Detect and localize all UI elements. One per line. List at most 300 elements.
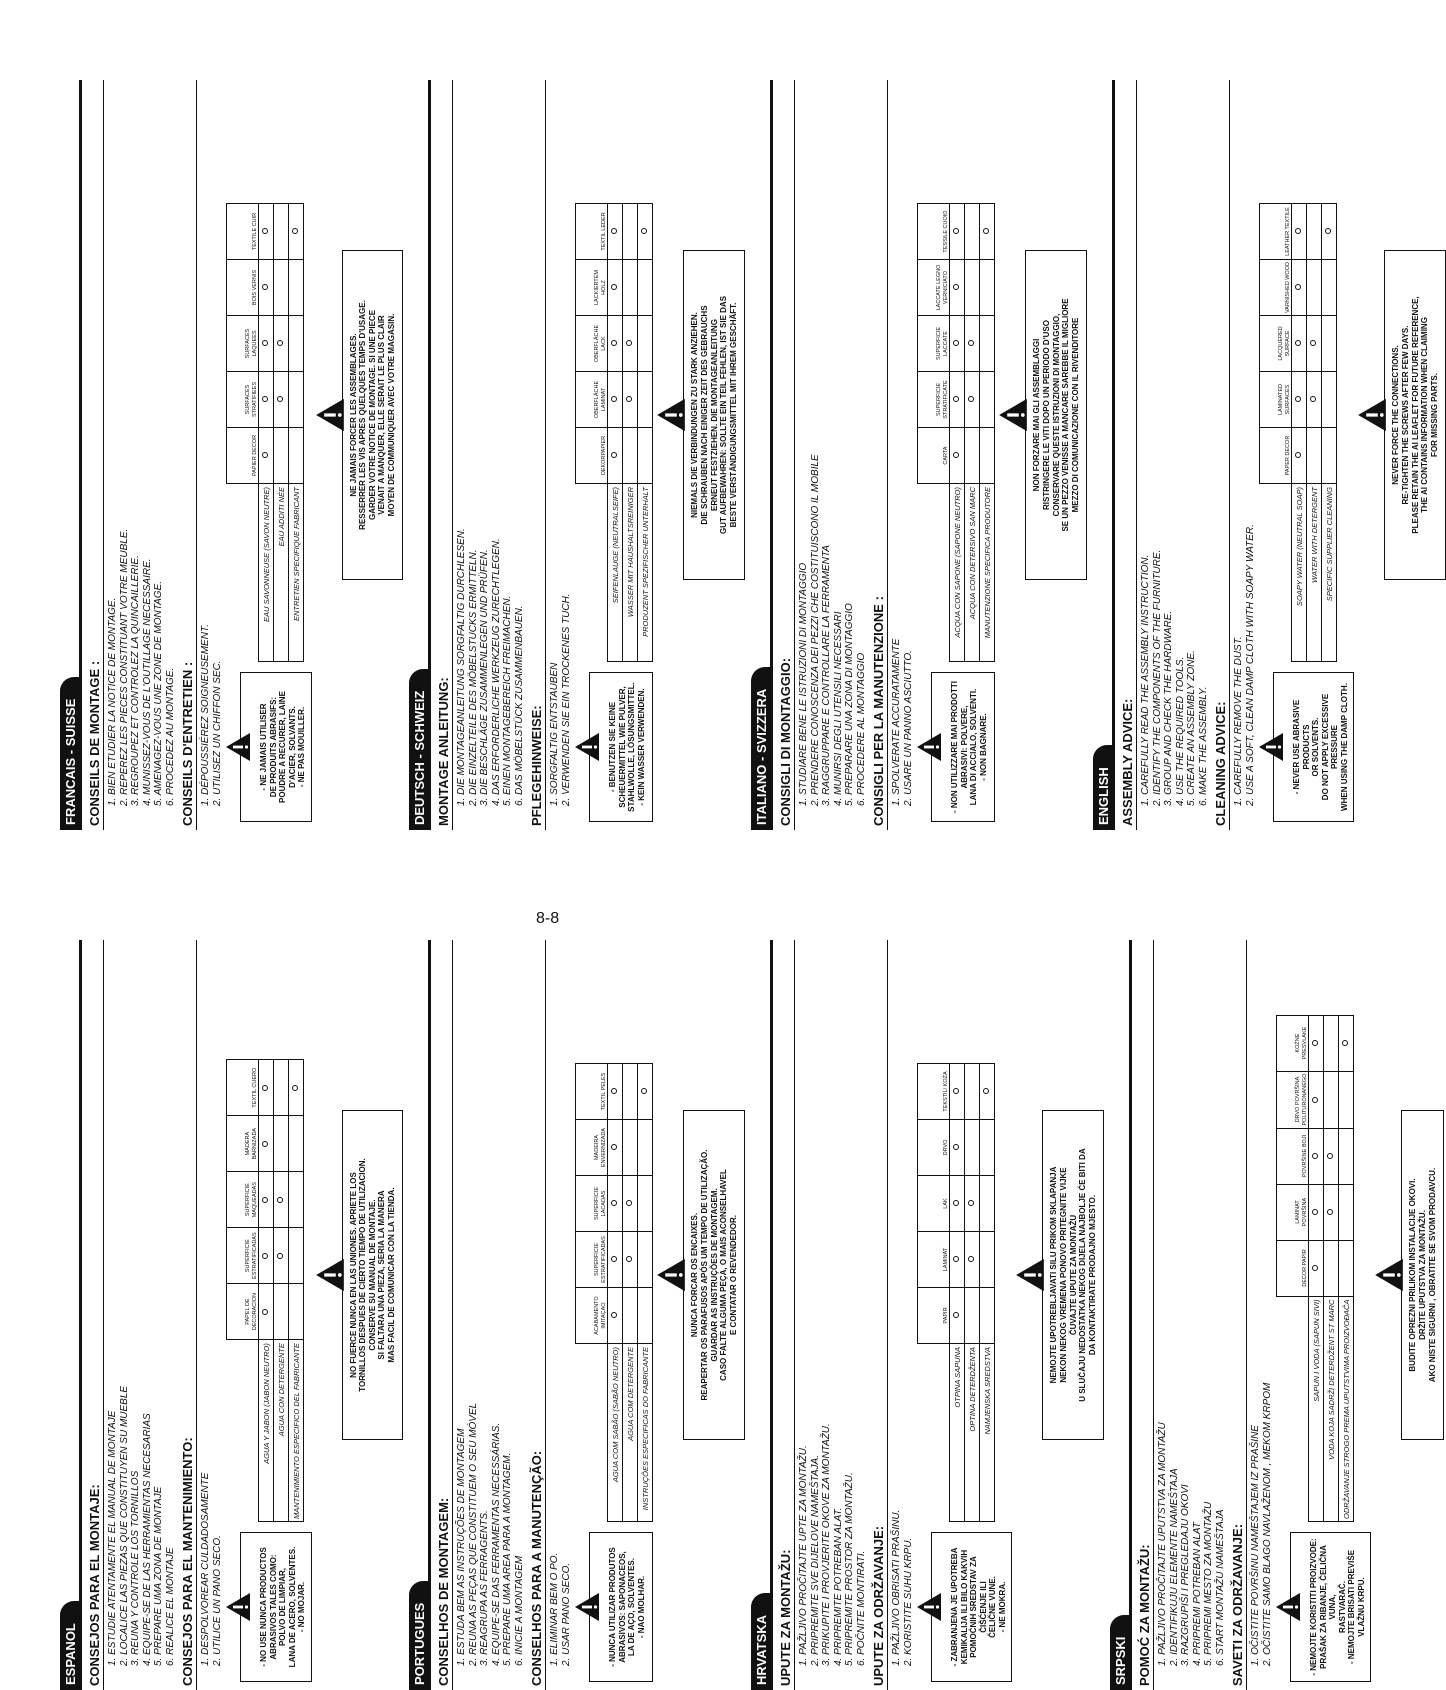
cleaning-table bbox=[575, 203, 653, 662]
assembly-step: 3. RAZGRUPIŠI I PREGLEDAJU OKOVI bbox=[1180, 1484, 1192, 1666]
check-circle-icon bbox=[262, 1253, 268, 1259]
warning-line: POMOĆNIH SREDSTAV ZA ČIŠĆENJE ILI bbox=[969, 1556, 988, 1658]
warning-line: ABRASIVOS: SAPONACEOS, bbox=[617, 1551, 627, 1663]
check-circle-icon bbox=[611, 453, 617, 459]
warning-line: OR SOLVENTS. bbox=[1311, 717, 1321, 777]
check-circle-icon bbox=[1312, 1097, 1318, 1103]
check-circle-icon bbox=[626, 1201, 632, 1207]
table-cell bbox=[965, 260, 980, 316]
check-circle-icon bbox=[1295, 397, 1301, 403]
table-row bbox=[1324, 1015, 1339, 1521]
warning-line: SCHEUERMITTEL WIE PULVER, bbox=[617, 686, 627, 808]
check-circle-icon bbox=[626, 341, 632, 347]
table-cell bbox=[274, 428, 289, 484]
table-cell bbox=[980, 1176, 995, 1232]
table-cell bbox=[638, 260, 653, 316]
cleaning-table bbox=[226, 203, 304, 662]
care-steps bbox=[200, 940, 223, 1690]
table-row bbox=[965, 204, 980, 662]
assembly-step: 3. REUNA Y CONTROLE LOS TORNILLOS bbox=[130, 1470, 141, 1666]
table-cell bbox=[623, 1232, 638, 1288]
surface-header: SUPERFICIE LACCATE bbox=[918, 316, 950, 372]
surface-header: SURFACES STRATIFIEES bbox=[227, 372, 259, 428]
table-cell bbox=[965, 1288, 980, 1344]
table-cell bbox=[950, 1064, 965, 1120]
warning-line: LA DE AÇO, SOLVENTES. bbox=[627, 1558, 637, 1656]
warning-line: - NAO MOLHAR. bbox=[636, 1575, 646, 1639]
table-corner bbox=[918, 1344, 950, 1522]
assembly-steps bbox=[798, 80, 867, 830]
assembly-step: 3. REAGRUPA AS FERRAGENTS. bbox=[479, 1510, 491, 1666]
notice-line: NO FUERCE NUNCA EN LAS UNIONES. APRIETE LOS bbox=[348, 1172, 358, 1378]
table-cell bbox=[259, 1060, 274, 1116]
cleaning-method: WASSER MIT HAUSHALTSREINIGER bbox=[623, 484, 638, 662]
warning-triangle-icon bbox=[998, 397, 1028, 433]
warning-box bbox=[589, 672, 653, 822]
care-step: 1. DESPOLVOREAR CULDADOSAMENTE bbox=[200, 1472, 211, 1666]
cleaning-method: NAMJENSKA SREDSTVA bbox=[980, 1344, 995, 1522]
cleaning-method: MANUTENZIONE SPECIFICA PRODUTORE bbox=[980, 484, 995, 662]
check-circle-icon bbox=[626, 397, 632, 403]
notice-line: RESSERRER LES VIS APRES QUELQUES TEMPS D'USAGE. bbox=[358, 300, 368, 530]
table-cell bbox=[274, 1284, 289, 1340]
care-steps bbox=[200, 80, 223, 830]
assembly-notice bbox=[683, 250, 745, 580]
table-row bbox=[608, 204, 623, 662]
language-section bbox=[409, 940, 745, 1690]
warning-box bbox=[589, 1532, 653, 1682]
check-circle-icon bbox=[983, 229, 989, 235]
warning-triangle-icon bbox=[656, 397, 686, 433]
assembly-notice bbox=[1384, 250, 1446, 580]
surface-header: OBERFLÄCHE LAMINAT bbox=[576, 372, 608, 428]
care-heading: CONSELHOS PARA A MANUTENÇÃO: bbox=[528, 940, 546, 1690]
care-row bbox=[917, 940, 1012, 1690]
surface-header: TEKSTIL/ KOŽA bbox=[918, 1064, 950, 1120]
care-heading: CLEANING ADVICE: bbox=[1212, 80, 1230, 830]
warning-line: - NUNCA UTILIZAR PRODUTOS bbox=[608, 1547, 618, 1667]
check-circle-icon bbox=[953, 229, 959, 235]
check-circle-icon bbox=[277, 1253, 283, 1259]
assembly-step: 5. PREPARE UMA ZONA DE MONTAJE bbox=[153, 1486, 164, 1666]
notice-line: NEVER FORCE THE CONNECTIONS. bbox=[1391, 345, 1401, 485]
table-cell bbox=[274, 1116, 289, 1172]
care-step: 2. USAR PANO SECO. bbox=[560, 1562, 572, 1666]
check-circle-icon bbox=[953, 1089, 959, 1095]
table-cell bbox=[1309, 1015, 1324, 1071]
check-circle-icon bbox=[953, 1145, 959, 1151]
care-step: 1. CAREFULLY REMOVE THE DUST. bbox=[1233, 636, 1245, 806]
table-cell bbox=[1324, 1015, 1339, 1071]
care-steps bbox=[549, 80, 572, 830]
assembly-step: 2. LOCALICE LAS PIEZAS QUE CONSTITUYEN SU MUEBLE bbox=[118, 1385, 130, 1666]
notice-line: MEZZO DI COMUNICAZIONE CON IL RIVENDITORE bbox=[1070, 317, 1080, 513]
surface-header: SUPERFICIE LACADAS bbox=[576, 1176, 608, 1232]
assembly-step: 5. EINEN MONTAGEBEREICH FREIMACHEN. bbox=[502, 595, 514, 806]
table-cell bbox=[608, 372, 623, 428]
notice-line: NEKON NEKOG VREMENA PONOVO PRITEGNITE VIJKE bbox=[1059, 1167, 1069, 1383]
check-circle-icon bbox=[611, 1313, 617, 1319]
check-circle-icon bbox=[611, 1145, 617, 1151]
table-corner bbox=[576, 1344, 608, 1522]
surface-header: TEXTIL CUERO bbox=[227, 1060, 259, 1116]
warning-line: ABRASIVI: POLVERE, bbox=[959, 705, 969, 789]
language-section bbox=[751, 940, 1104, 1690]
table-row bbox=[274, 1060, 289, 1522]
table-cell bbox=[259, 204, 274, 260]
warning-box bbox=[931, 672, 995, 822]
surface-header: LAMINAT POVRŠINA bbox=[1277, 1184, 1309, 1240]
table-cell bbox=[638, 204, 653, 260]
care-steps bbox=[1233, 80, 1256, 830]
surface-header: PAPIR bbox=[918, 1288, 950, 1344]
table-row bbox=[965, 1064, 980, 1522]
cleaning-table bbox=[226, 1059, 304, 1522]
assembly-step: 5. PREPARARE UNA ZONA DI MONTAGGIO bbox=[844, 603, 856, 806]
table-cell bbox=[950, 428, 965, 484]
table-cell bbox=[608, 1120, 623, 1176]
warning-line: - NON UTILIZZARE MAI PRODOTTI bbox=[950, 681, 960, 813]
warning-line: - NE JAMAIS UTILISER bbox=[259, 703, 268, 791]
assembly-step: 2. PRENDERE CONOSCENZA DEI PEZZI CHE COSTITUISCONO IL MOBILE bbox=[809, 454, 821, 806]
check-circle-icon bbox=[968, 1257, 974, 1263]
table-cell bbox=[623, 1064, 638, 1120]
table-cell bbox=[950, 1288, 965, 1344]
assembly-heading: CONSEJOS PARA EL MONTAJE: bbox=[86, 940, 104, 1690]
assembly-notice bbox=[342, 1110, 404, 1440]
table-cell bbox=[950, 1232, 965, 1288]
assembly-step: 5. CREATE AN ASSEMBLY ZONE. bbox=[1186, 650, 1198, 806]
language-bar bbox=[409, 80, 431, 830]
language-title: ENGLISH bbox=[1093, 745, 1115, 830]
table-row bbox=[638, 1064, 653, 1522]
table-cell bbox=[638, 1064, 653, 1120]
table-cell bbox=[1324, 1128, 1339, 1184]
table-cell bbox=[259, 1116, 274, 1172]
table-cell bbox=[980, 204, 995, 260]
care-row bbox=[1259, 80, 1354, 830]
surface-header: MADEIRA ENVERNIZADA bbox=[576, 1120, 608, 1176]
cleaning-method: OPTINA DETERDŽENTA bbox=[965, 1344, 980, 1522]
check-circle-icon bbox=[262, 1197, 268, 1203]
assembly-step: 6. START MONTAŽU NAMEŠTAJA bbox=[1214, 1509, 1226, 1666]
assembly-heading: POMOĆ ZA MONTAŽU: bbox=[1136, 940, 1154, 1690]
table-cell bbox=[608, 204, 623, 260]
warning-line: POLVO DE LIMPIAR, bbox=[278, 1567, 287, 1647]
warning-triangle-icon bbox=[916, 1592, 942, 1622]
warning-line: LANA DE ACERO, SOLVENTES. bbox=[287, 1546, 297, 1668]
surface-header: PAPER DECOR bbox=[1260, 428, 1292, 484]
surface-header: DEKORPAPIER bbox=[576, 428, 608, 484]
table-cell bbox=[638, 1232, 653, 1288]
notice-line: THE AI CONTAINS INFORMATION WHEN CLAIMING bbox=[1420, 317, 1430, 513]
assembly-step: 3. GROUP AND CHECK THE HARDWARE. bbox=[1163, 610, 1175, 806]
care-step: 2. USARE UN PANNO ASCIUTTO. bbox=[902, 650, 914, 806]
table-row bbox=[950, 1064, 965, 1522]
language-bar bbox=[751, 940, 773, 1690]
check-circle-icon bbox=[968, 397, 974, 403]
notice-line: NUNCA FORCAR OS ENCAIXES. bbox=[690, 1212, 700, 1338]
assembly-step: 1. DIE MONTAGEANLEITUNG SORGFALTIG DURCHLESEN. bbox=[456, 528, 468, 806]
check-circle-icon bbox=[1295, 341, 1301, 347]
assembly-step: 4. EQUIPE-SE DE LAS HERRAMIENTAS NECESARIAS bbox=[141, 1413, 153, 1666]
check-circle-icon bbox=[1295, 229, 1301, 235]
assembly-steps bbox=[456, 940, 525, 1690]
table-cell bbox=[1324, 1184, 1339, 1240]
surface-header: OBERFLÄCHE LACK bbox=[576, 316, 608, 372]
warning-line: PRAŠAK ZA RIBANJE, ČELIČNA VUNA, bbox=[1318, 1545, 1338, 1669]
check-circle-icon bbox=[968, 1201, 974, 1207]
language-bar bbox=[1093, 80, 1115, 830]
surface-header: LACQUERED SURFACE bbox=[1260, 316, 1292, 372]
table-row bbox=[289, 204, 304, 662]
notice-line: CONSERVARE QUESTE ISTRUZIONI DI MONTAGGIO, bbox=[1051, 313, 1061, 517]
assembly-notice bbox=[342, 250, 404, 580]
language-section bbox=[409, 80, 745, 830]
check-circle-icon bbox=[953, 1201, 959, 1207]
check-circle-icon bbox=[953, 285, 959, 291]
notice-line: ERNEUT FESTZIEHEN. DIE MONTAGEANLEITUNG bbox=[709, 319, 719, 511]
table-cell bbox=[608, 1064, 623, 1120]
care-step: 2. USE A SOFT, CLEAN DAMP CLOTH WITH SOAPY WATER. bbox=[1244, 524, 1256, 806]
assembly-step: 6. REALICE EL MONTAJE bbox=[164, 1547, 176, 1666]
warning-line: WHEN USING THE DAMP CLOTH. bbox=[1339, 683, 1349, 811]
assembly-step: 2. IDENTIFY THE COMPONENTS OF THE FURNITURE. bbox=[1151, 549, 1163, 806]
assembly-step: 4. PRIPREMI POTREBAN ALAT bbox=[1191, 1522, 1203, 1666]
surface-header: VARNISHED WOOD bbox=[1260, 260, 1292, 316]
check-circle-icon bbox=[953, 397, 959, 403]
table-cell bbox=[1309, 1128, 1324, 1184]
cleaning-method: SEIFENLAUGE (NEUTRALSEIFE) bbox=[608, 484, 623, 662]
notice-line: BUDITE OPREZNI PRILIKOM INSTALACIJE OKOVI. bbox=[1408, 1178, 1418, 1372]
surface-header: BOIS VERNIS bbox=[227, 260, 259, 316]
check-circle-icon bbox=[262, 1141, 268, 1147]
table-cell bbox=[274, 204, 289, 260]
assembly-step: 1. BIEN ETUDIER LA NOTICE DE MONTAGE. bbox=[107, 597, 118, 806]
check-circle-icon bbox=[611, 229, 617, 235]
notice-line: REAPERTAR OS PARAFUSOS APÓS UM TEMPO DE UTILIZAÇÃO. bbox=[700, 1149, 710, 1401]
table-cell bbox=[623, 428, 638, 484]
table-row bbox=[1322, 204, 1337, 662]
assembly-steps bbox=[107, 940, 176, 1690]
table-row bbox=[608, 1064, 623, 1522]
assembly-heading: CONSIGLI DI MONTAGGIO: bbox=[777, 80, 795, 830]
table-cell bbox=[1322, 316, 1337, 372]
assembly-step: 3. REGROUPEZ ET CONTROLEZ LA QUINCAILLERIE. bbox=[130, 555, 141, 806]
check-circle-icon bbox=[1312, 1153, 1318, 1159]
table-cell bbox=[289, 316, 304, 372]
notice-line: DRŽITE UPUTSTVA ZA MONTAŽU. bbox=[1418, 1210, 1427, 1340]
table-cell bbox=[1307, 204, 1322, 260]
warning-line: - NO USE NUNCA PRODUCTOS bbox=[259, 1547, 268, 1667]
check-circle-icon bbox=[1327, 1209, 1333, 1215]
surface-header: SUPERFICIE MAQUEADAS bbox=[227, 1172, 259, 1228]
table-row bbox=[1292, 204, 1307, 662]
table-cell bbox=[608, 1232, 623, 1288]
notice-line: NIEMALS DIE VERBINDUNGEN ZU STARK ANZIEHEN. bbox=[690, 312, 700, 518]
table-cell bbox=[980, 372, 995, 428]
warning-box bbox=[1273, 672, 1354, 822]
table-cell bbox=[1322, 372, 1337, 428]
notice-line: TORNILLOS DESPUES DE CIERTO TIEMPO DE UTILIZACION. bbox=[358, 1158, 368, 1392]
warning-triangle-icon bbox=[1357, 397, 1387, 433]
warning-line: POUDRE A RECURER, LAINE D'ACIER, SOLVANTS. bbox=[278, 691, 297, 803]
check-circle-icon bbox=[262, 453, 268, 459]
care-heading: CONSEILS D'ENTRETIEN : bbox=[179, 80, 197, 830]
assembly-step: 2. REUNA AS PEÇAS QUE CONSTITUEM O SEU MÓVEL bbox=[467, 1402, 479, 1666]
warning-line: - NEVER USE ABRASIVE PRODUCTS bbox=[1292, 699, 1311, 795]
warning-triangle-icon bbox=[916, 732, 942, 762]
table-cell bbox=[274, 1228, 289, 1284]
notice-line: NEMOJTE UPOTREBLJAVATI SILU PRIKOM SKLAPANJA bbox=[1049, 1166, 1059, 1384]
table-cell bbox=[274, 372, 289, 428]
assembly-step: 3. DIE BESCHLÄGE ZUSAMMENLEGEN UND PRÜFEN. bbox=[479, 549, 491, 806]
assembly-steps bbox=[107, 80, 176, 830]
check-circle-icon bbox=[641, 1089, 647, 1095]
warning-triangle-icon bbox=[225, 1592, 251, 1622]
table-row bbox=[950, 204, 965, 662]
assembly-step: 4. MUNISSEZ-VOUS DE L'OUTILLAGE NECESSAIRE. bbox=[141, 558, 153, 806]
table-cell bbox=[965, 204, 980, 260]
language-bar bbox=[60, 80, 82, 830]
table-corner bbox=[576, 484, 608, 662]
table-cell bbox=[638, 1120, 653, 1176]
cleaning-method: ACQUA CON DETERSIVO SAN MARC bbox=[965, 484, 980, 662]
language-bar bbox=[409, 940, 431, 1690]
cleaning-table bbox=[917, 203, 995, 662]
table-cell bbox=[638, 1288, 653, 1344]
cleaning-method: SAPUN I VODA (SAPUN SIVI) bbox=[1309, 1296, 1324, 1521]
table-cell bbox=[289, 1116, 304, 1172]
table-cell bbox=[965, 428, 980, 484]
surface-header: LACCATE LEGNO VERNICIATO bbox=[918, 260, 950, 316]
care-heading: PFLEGEHINWEISE: bbox=[528, 80, 546, 830]
rotated-page bbox=[60, 60, 1439, 1690]
cleaning-method: MANTENIMIENTO ESPECIFICO DEL FABRICANTE bbox=[289, 1340, 304, 1522]
table-row bbox=[274, 204, 289, 662]
check-circle-icon bbox=[611, 1201, 617, 1207]
cleaning-method: EAU SAVONNEUSE (SAVON NEUTRE) bbox=[259, 484, 274, 662]
table-cell bbox=[965, 1232, 980, 1288]
warning-triangle-icon bbox=[656, 1257, 686, 1293]
table-row bbox=[1339, 1015, 1354, 1521]
cleaning-method: ENTRETIEN SPECIFIQUE FABRICANT bbox=[289, 484, 304, 662]
notice-line: MAS FACIL DE COMUNICAR CON LA TIENDA. bbox=[386, 1187, 396, 1363]
language-title: DEUTSCH - SCHWEIZ bbox=[409, 669, 431, 830]
table-cell bbox=[259, 428, 274, 484]
surface-header: PAPEL DE DECORACION bbox=[227, 1284, 259, 1340]
language-title: FRANCAIS - SUISSE bbox=[60, 677, 82, 830]
cleaning-method: SPECIFIC SUPPLIER CLEANING bbox=[1322, 484, 1337, 662]
cleaning-method: SOAPY WATER (NEUTRAL SOAP) bbox=[1292, 484, 1307, 662]
care-step: 2. VERWENDEN SIE EIN TROCKENES TUCH. bbox=[560, 593, 572, 806]
table-cell bbox=[1339, 1184, 1354, 1240]
warning-line: ČELIČNE VUNE. bbox=[988, 1576, 998, 1638]
table-corner bbox=[1277, 1296, 1309, 1521]
surface-header: DRVO POVRŠINA POLITURONANEGO bbox=[1277, 1071, 1309, 1128]
language-bar bbox=[1110, 940, 1132, 1690]
notice-line: ČUVAJTE UPUTE ZA MONTAŽU bbox=[1068, 1214, 1078, 1336]
table-cell bbox=[608, 260, 623, 316]
warning-line: - NEMOJTE KORISTITI PROIZVODE: bbox=[1309, 1538, 1319, 1676]
surface-header: TESSILE CUOIO bbox=[918, 204, 950, 260]
table-cell bbox=[289, 1060, 304, 1116]
table-cell bbox=[980, 428, 995, 484]
check-circle-icon bbox=[262, 1085, 268, 1091]
table-cell bbox=[965, 1064, 980, 1120]
assembly-step: 3. PRIKUPITE I PROVJERITE OKOVE ZA MONTAŽU. bbox=[821, 1423, 833, 1666]
table-row bbox=[623, 1064, 638, 1522]
assembly-step: 5. PREPARE UMA AREA PARA A MONTAGEM. bbox=[502, 1452, 514, 1666]
surface-header: DECOR PAPIR bbox=[1277, 1240, 1309, 1296]
assembly-step: 6. POČNITE MONTIRATI. bbox=[855, 1550, 867, 1666]
assembly-step: 1. STUDIARE BENE LE ISTRUZIONI DI MONTAGGIO bbox=[798, 562, 810, 806]
notice-line: GUT AUFBEWAHREN: SOLLTE EIN TEIL FEHLEN, IST SIE DAS bbox=[719, 295, 729, 535]
table-cell bbox=[289, 1228, 304, 1284]
cleaning-method: AGUA COM SABÃO (SABÃO NEUTRO) bbox=[608, 1344, 623, 1522]
table-cell bbox=[1292, 260, 1307, 316]
surface-header: LACKIERTEM HOLZ bbox=[576, 260, 608, 316]
language-title: PORTUGUES bbox=[409, 1581, 431, 1690]
warning-triangle-icon bbox=[315, 1257, 345, 1293]
care-steps bbox=[891, 940, 914, 1690]
check-circle-icon bbox=[277, 397, 283, 403]
table-cell bbox=[623, 204, 638, 260]
table-cell bbox=[1309, 1240, 1324, 1296]
table-corner bbox=[1260, 484, 1292, 662]
warning-line: ABRASIVOS TALES COMO: bbox=[268, 1554, 278, 1660]
cleaning-method: PRODUZENT SPEZIFISCHER UNTERHALT bbox=[638, 484, 653, 662]
table-cell bbox=[274, 1060, 289, 1116]
assembly-step: 1. PAŽLJIVO PROČITAJTE UPUTSTVA ZA MONTAŽU bbox=[1157, 1422, 1169, 1666]
table-cell bbox=[965, 316, 980, 372]
surface-header: ACABAMENTO IMITAÇAO bbox=[576, 1288, 608, 1344]
table-row bbox=[1307, 204, 1322, 662]
table-cell bbox=[289, 260, 304, 316]
table-row bbox=[623, 204, 638, 662]
cleaning-method: ODRŽAVANJE STROGO PREMA UPUTSTVIMA PROIZVOĐAČA bbox=[1339, 1296, 1354, 1521]
assembly-step: 2. REPEREZ LES PIECES CONSTITUANT VOTRE MEUBLE. bbox=[118, 528, 130, 806]
cleaning-method: WATER WITH DETERGENT bbox=[1307, 484, 1322, 662]
check-circle-icon bbox=[611, 397, 617, 403]
check-circle-icon bbox=[641, 229, 647, 235]
cleaning-method: AGUA Y JABON (JABON NEUTRO) bbox=[259, 1340, 274, 1522]
page-number: 8-8 bbox=[536, 910, 560, 927]
table-cell bbox=[259, 1172, 274, 1228]
care-row bbox=[226, 940, 312, 1690]
surface-header: SUPERFICIE ESTRATIFICADAS bbox=[227, 1228, 259, 1284]
warning-triangle-icon bbox=[574, 1592, 600, 1622]
care-step: 1. SORGFALTIG ENTSTAUBEN bbox=[549, 662, 561, 806]
assembly-step: 2. IDENTIFIKUJU ELEMENTE NAMEŠTAJA bbox=[1168, 1468, 1180, 1666]
notice-line: BESTE VERSTÄNDIGUNGSMITTEL MIT IHREM GESCHÄFT. bbox=[728, 302, 738, 528]
warning-line: LANA DI ACCIALO, SOLVENTI. bbox=[969, 688, 979, 806]
assembly-step: 1. PAŽLJIVO PROČITAJTE UPTE ZA MONTAŽU. bbox=[798, 1445, 810, 1666]
notice-line: MOYEN DE COMMUNIQUER AVEC VOTRE MAGASIN. bbox=[386, 313, 396, 517]
warning-triangle-icon bbox=[315, 397, 345, 433]
assembly-step: 6. PROCEDEZ AU MONTAGE. bbox=[164, 667, 176, 806]
care-row bbox=[575, 940, 653, 1690]
table-cell bbox=[950, 1176, 965, 1232]
warning-box bbox=[240, 1532, 312, 1682]
care-step: 1. DÉPOUSSIÉREZ SOIGNEUSEMENT. bbox=[200, 624, 211, 806]
table-cell bbox=[965, 1176, 980, 1232]
table-cell bbox=[638, 372, 653, 428]
check-circle-icon bbox=[262, 397, 268, 403]
warning-triangle-icon bbox=[1258, 732, 1284, 762]
surface-header: LEATHER TEXTILE bbox=[1260, 204, 1292, 260]
table-cell bbox=[1307, 260, 1322, 316]
